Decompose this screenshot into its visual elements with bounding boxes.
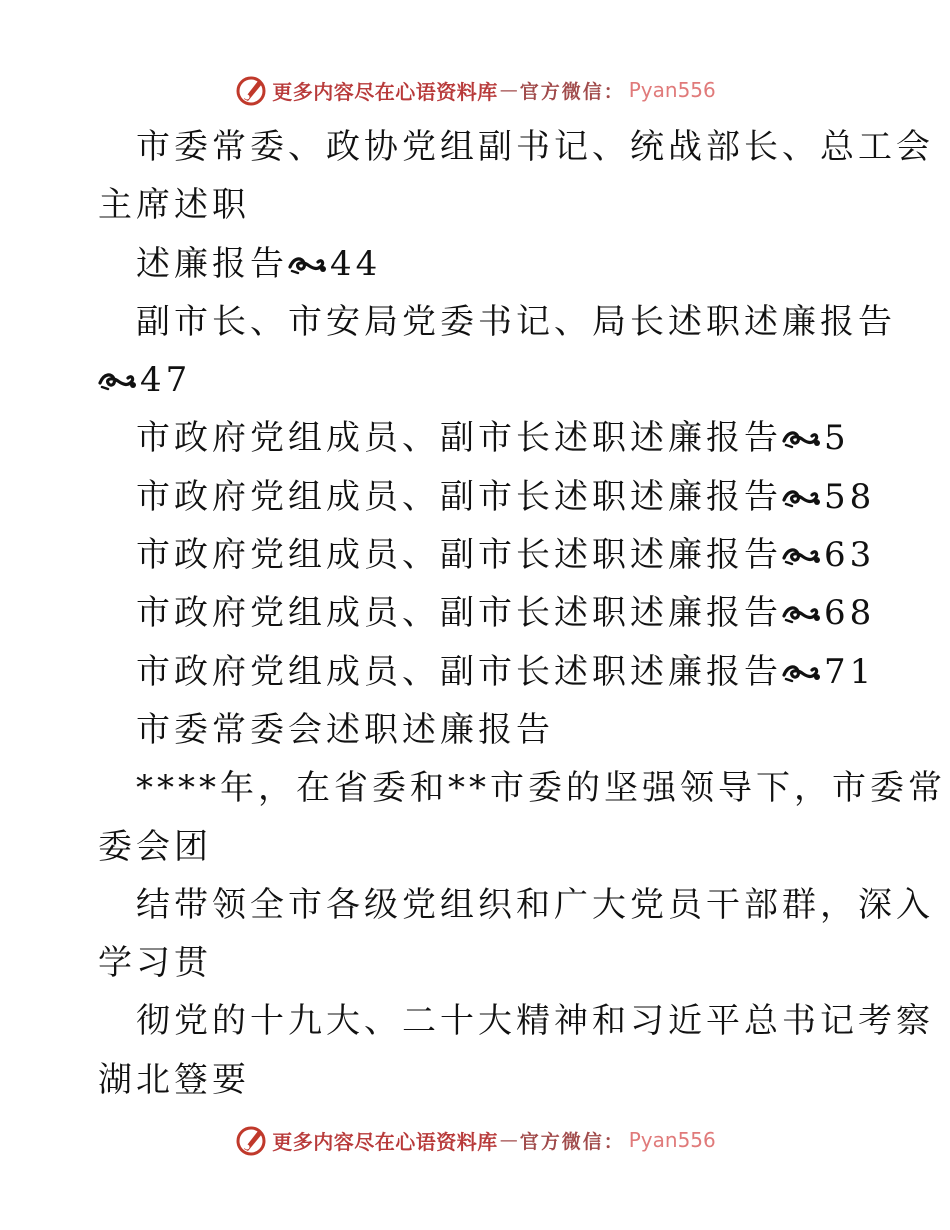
- text-line: [98, 526, 876, 584]
- page-number: 5: [824, 418, 850, 459]
- fleuron-icon: [98, 369, 138, 393]
- line-text: 市政府党组成员、副市长述职述廉报告: [136, 535, 782, 576]
- text-line: [98, 118, 934, 176]
- text-line: [98, 759, 946, 817]
- text-line: [98, 351, 858, 409]
- line-text: 市政府党组成员、副市长述职述廉报告: [136, 593, 782, 634]
- document-body: [98, 118, 946, 1109]
- fleuron-icon: [782, 661, 822, 685]
- text-line: [98, 409, 858, 467]
- line-text: 彻党的十九大、二十大精神和习近平总书记考察: [136, 1001, 934, 1042]
- line-text: ****年，在省委和**市委的坚强领导下，市委常: [136, 768, 946, 809]
- page-number: 44: [330, 243, 382, 284]
- line-text: 湖北簦要: [98, 1059, 250, 1100]
- fleuron-icon: [782, 486, 822, 510]
- line-text: 市政府党组成员、副市长述职述廉报告: [136, 476, 782, 517]
- page-number: 68: [824, 593, 876, 634]
- page-number: 58: [824, 476, 876, 517]
- watermark-label: 官方微信：: [519, 80, 625, 103]
- watermark-footer: [0, 1120, 950, 1160]
- fleuron-icon: [782, 602, 822, 626]
- text-line: [98, 701, 858, 759]
- line-text: 委会团: [98, 826, 212, 867]
- fleuron-icon: [782, 427, 822, 451]
- watermark-separator: —: [499, 1129, 518, 1151]
- line-text: 学习贯: [98, 943, 212, 984]
- text-line: [98, 235, 858, 293]
- text-line: [98, 293, 896, 351]
- page-number: 63: [824, 535, 876, 576]
- fleuron-icon: [782, 544, 822, 568]
- fountain-pen-circle-icon: [234, 1123, 268, 1157]
- line-text: 市政府党组成员、副市长述职述廉报告: [136, 651, 782, 692]
- text-line: [98, 934, 858, 992]
- line-text: 市委常委会述职述廉报告: [136, 709, 554, 750]
- text-line: [98, 992, 934, 1050]
- line-text: 述廉报告: [136, 243, 288, 284]
- line-text: 结带领全市各级党组织和广大党员干部群，深入: [136, 884, 934, 925]
- line-text: 市政府党组成员、副市长述职述廉报告: [136, 418, 782, 459]
- watermark-label: 官方微信：: [519, 1130, 625, 1153]
- watermark-header: [0, 70, 950, 110]
- watermark-brand: 更多内容尽在心语资料库: [272, 1129, 498, 1154]
- line-text: 市委常委、政协党组副书记、统战部长、总工会: [136, 127, 934, 167]
- fleuron-icon: [288, 253, 328, 277]
- watermark-separator: —: [499, 79, 518, 101]
- line-text: 副市长、市安局党委书记、局长述职述廉报告: [136, 301, 896, 342]
- watermark-brand: 更多内容尽在心语资料库: [272, 79, 498, 104]
- watermark-id: Pyan556: [628, 1128, 716, 1152]
- text-line: [98, 176, 858, 234]
- page-number: 71: [824, 651, 876, 692]
- fountain-pen-circle-icon: [234, 73, 268, 107]
- text-line: [98, 1051, 858, 1109]
- text-line: [98, 876, 934, 934]
- line-text: 主席述职: [98, 185, 250, 226]
- page-number: 47: [140, 360, 192, 401]
- watermark-id: Pyan556: [628, 78, 716, 102]
- text-line: [98, 643, 876, 701]
- text-line: [98, 468, 876, 526]
- text-line: [98, 818, 858, 876]
- text-line: [98, 584, 876, 642]
